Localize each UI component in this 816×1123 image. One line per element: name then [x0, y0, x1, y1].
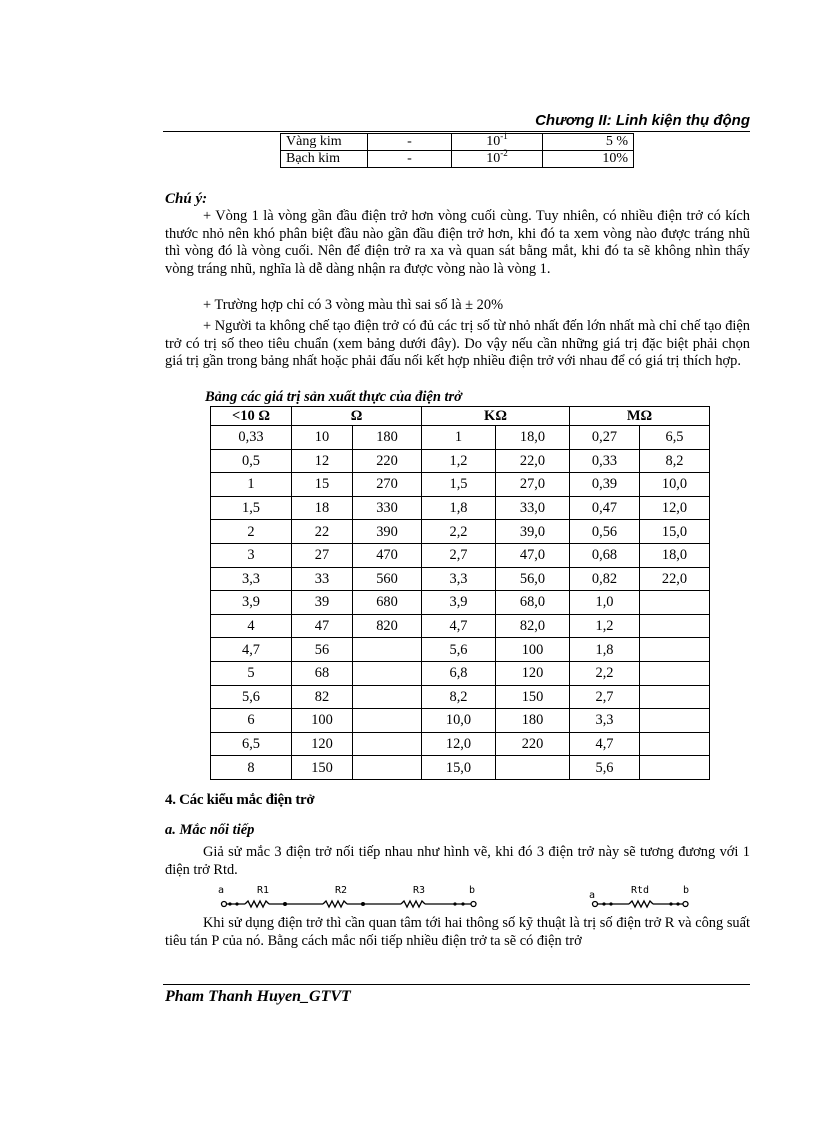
r3-label: R3	[413, 885, 426, 896]
table-cell: 18,0	[496, 426, 570, 450]
subsection-a-title: a. Mắc nối tiếp	[165, 822, 255, 838]
table-cell: 39,0	[496, 520, 570, 544]
table-cell: 33	[292, 567, 353, 591]
table-cell: 33,0	[496, 496, 570, 520]
table-cell	[353, 661, 422, 685]
table-cell: 820	[353, 614, 422, 638]
table-cell: 0,39	[570, 473, 640, 497]
table-row	[281, 151, 634, 168]
table-cell: 8,2	[422, 685, 496, 709]
table-cell: 8	[211, 756, 292, 780]
multiplier-exponent: -1	[500, 131, 508, 141]
terminal-b-label: b	[469, 885, 476, 896]
table-cell: 15,0	[640, 520, 710, 544]
table-cell	[640, 709, 710, 733]
table-row	[211, 709, 710, 733]
rtd-label: Rtd	[631, 885, 650, 896]
table-row	[211, 449, 710, 473]
resistor-r3-symbol	[401, 901, 425, 907]
tolerance-cell: 10%	[543, 151, 634, 168]
terminal-a-label: a	[218, 885, 225, 896]
equiv-terminal-b-node	[683, 902, 688, 907]
table-cell: 22	[292, 520, 353, 544]
table-cell: 2,2	[570, 661, 640, 685]
table-cell: 6	[211, 709, 292, 733]
table-row	[211, 756, 710, 780]
color-cell: Vàng kim	[281, 134, 368, 151]
series-circuit	[218, 885, 476, 907]
multiplier-cell	[452, 148, 543, 168]
table-cell	[353, 732, 422, 756]
multiplier-cell	[452, 131, 543, 151]
table-cell: 27	[292, 543, 353, 567]
table-cell: 3,3	[422, 567, 496, 591]
table-cell: 150	[292, 756, 353, 780]
table-row	[211, 473, 710, 497]
table-cell: 68	[292, 661, 353, 685]
series-circuit-diagram	[215, 884, 690, 912]
table-cell: 4	[211, 614, 292, 638]
table-cell: 2,7	[422, 543, 496, 567]
table-cell: 220	[496, 732, 570, 756]
table-cell: 6,5	[211, 732, 292, 756]
table-cell: 0,5	[211, 449, 292, 473]
table-cell: 3,3	[570, 709, 640, 733]
table-row	[211, 638, 710, 662]
resistor-r2-symbol	[323, 901, 347, 907]
table-cell	[353, 685, 422, 709]
note-paragraph-1: + Vòng 1 là vòng gần đầu điện trở hơn vòng cuối cùng. Tuy nhiên, có nhiều điện trở có kích thước nhỏ nên khó phân biệt đầu nào gần đầu điện trở hơn, khi đó ta xem vòng nào được tráng nhũ thì vòng đó là vòng cuối. Nên để điện trở ra xa và quan sát bằng mắt, khi đó ta sẽ không nhìn thấy vòng tráng nhũ, nghĩa là dễ dàng nhận ra được vòng nào là vòng 1.	[165, 208, 750, 277]
section-4-title: 4. Các kiểu mắc điện trở	[165, 792, 315, 808]
table-row	[211, 520, 710, 544]
table-cell: 560	[353, 567, 422, 591]
table-cell: 0,82	[570, 567, 640, 591]
table-cell: 3,9	[422, 591, 496, 615]
table-cell: 18	[292, 496, 353, 520]
table-cell	[640, 661, 710, 685]
multiplier-exponent: -2	[500, 148, 508, 158]
table-cell: 0,33	[211, 426, 292, 450]
note-paragraph-3: + Người ta không chế tạo điện trở có đủ các trị số từ nhỏ nhất đến lớn nhất mà chỉ chế tạo điện trở có trị số theo tiêu chuẩn (xem bảng dưới đây). Do vậy nếu cần những giá trị đặc biệt phải chọn giá trị gần trong bảng nhất hoặc phải đấu nối kết hợp nhiều điện trở với nhau để có giá trị thích hợp.	[165, 318, 750, 370]
table-cell: 330	[353, 496, 422, 520]
table-cell: 12,0	[640, 496, 710, 520]
table-cell	[640, 591, 710, 615]
col-header-sub10: <10 Ω	[211, 407, 292, 426]
table-cell: 150	[496, 685, 570, 709]
table-cell: 1,2	[570, 614, 640, 638]
r2-label: R2	[335, 885, 348, 896]
table-cell: 0,27	[570, 426, 640, 450]
table-cell: 4,7	[211, 638, 292, 662]
table-cell: 10,0	[422, 709, 496, 733]
table-cell: 12	[292, 449, 353, 473]
table-cell: 1,5	[422, 473, 496, 497]
table-cell: 2	[211, 520, 292, 544]
table-row	[211, 685, 710, 709]
table-cell: 2,7	[570, 685, 640, 709]
multiplier-base: 10	[486, 151, 501, 166]
table-cell	[496, 756, 570, 780]
col-header-kohm: KΩ	[422, 407, 570, 426]
footer-rule	[163, 984, 750, 985]
series-paragraph-1: Giả sử mắc 3 điện trở nối tiếp nhau như hình vẽ, khi đó 3 điện trở này sẽ tương đương với 1 điện trở Rtd.	[165, 844, 750, 878]
table-cell	[640, 685, 710, 709]
table-cell	[353, 756, 422, 780]
table-cell: 4,7	[422, 614, 496, 638]
table-row	[211, 661, 710, 685]
table-cell: 100	[496, 638, 570, 662]
note-paragraph-2: + Trường hợp chỉ có 3 vòng màu thì sai số là ± 20%	[203, 297, 504, 313]
table-cell	[640, 614, 710, 638]
table-cell: 100	[292, 709, 353, 733]
table-cell: 270	[353, 473, 422, 497]
multiplier-base: 10	[486, 134, 501, 149]
table-cell	[640, 756, 710, 780]
col-header-ohm: Ω	[292, 407, 422, 426]
series-paragraph-2: Khi sử dụng điện trở thì cần quan tâm tới hai thông số kỹ thuật là trị số điện trở R và công suất tiêu tán P của nó. Bằng cách mắc nối tiếp nhiều điện trở ta sẽ có điện trở	[165, 915, 750, 949]
table-cell: 1,8	[422, 496, 496, 520]
table-cell: 82	[292, 685, 353, 709]
table-cell: 390	[353, 520, 422, 544]
table-caption: Bảng các giá trị sản xuất thực của điện trở	[205, 389, 462, 405]
table-cell: 220	[353, 449, 422, 473]
tolerance-cell: 5 %	[543, 134, 634, 151]
table-row	[211, 591, 710, 615]
table-cell: 470	[353, 543, 422, 567]
terminal-a-node	[222, 902, 227, 907]
table-cell	[353, 709, 422, 733]
table-cell: 8,2	[640, 449, 710, 473]
table-row	[211, 426, 710, 450]
table-row	[211, 543, 710, 567]
header-rule	[163, 131, 750, 132]
standard-values-table	[210, 406, 710, 780]
table-cell: 10,0	[640, 473, 710, 497]
table-cell: 120	[496, 661, 570, 685]
table-cell: 0,47	[570, 496, 640, 520]
table-cell: 15,0	[422, 756, 496, 780]
equiv-terminal-b-label: b	[682, 885, 689, 896]
chapter-title: Chương II: Linh kiện thụ động	[535, 112, 750, 129]
junction-dot	[283, 902, 287, 906]
table-cell: 5,6	[570, 756, 640, 780]
table-cell: 3	[211, 543, 292, 567]
equivalent-circuit	[589, 885, 689, 907]
table-cell: 180	[353, 426, 422, 450]
color-code-table	[280, 133, 634, 168]
resistor-rtd-symbol	[629, 901, 653, 907]
table-cell: 18,0	[640, 543, 710, 567]
table-cell: 47	[292, 614, 353, 638]
table-cell: 1,8	[570, 638, 640, 662]
table-cell: 39	[292, 591, 353, 615]
r1-label: R1	[257, 885, 270, 896]
terminal-b-node	[471, 902, 476, 907]
equiv-terminal-a-node	[593, 902, 598, 907]
table-cell: 6,5	[640, 426, 710, 450]
digit-cell: -	[368, 134, 452, 151]
color-cell: Bạch kim	[281, 151, 368, 168]
table-cell: 5	[211, 661, 292, 685]
table-cell	[353, 638, 422, 662]
table-row	[211, 614, 710, 638]
table-cell: 1,2	[422, 449, 496, 473]
table-cell: 47,0	[496, 543, 570, 567]
values-table-body	[211, 426, 710, 780]
table-cell: 1	[211, 473, 292, 497]
table-cell: 120	[292, 732, 353, 756]
digit-cell: -	[368, 151, 452, 168]
table-row	[211, 732, 710, 756]
table-row	[211, 567, 710, 591]
table-cell: 0,56	[570, 520, 640, 544]
table-cell: 82,0	[496, 614, 570, 638]
table-row	[281, 134, 634, 151]
table-cell: 1,5	[211, 496, 292, 520]
table-cell: 3,3	[211, 567, 292, 591]
junction-dot	[361, 902, 365, 906]
table-cell: 68,0	[496, 591, 570, 615]
table-cell: 15	[292, 473, 353, 497]
table-cell: 6,8	[422, 661, 496, 685]
table-cell: 0,68	[570, 543, 640, 567]
note-label: Chú ý:	[165, 191, 208, 207]
equiv-terminal-a-label: a	[589, 890, 596, 901]
table-cell: 5,6	[211, 685, 292, 709]
table-header-row	[211, 407, 710, 426]
table-cell: 10	[292, 426, 353, 450]
table-cell: 56	[292, 638, 353, 662]
footer-author: Pham Thanh Huyen_GTVT	[165, 988, 351, 1005]
table-cell: 2,2	[422, 520, 496, 544]
table-cell: 680	[353, 591, 422, 615]
table-cell: 1	[422, 426, 496, 450]
table-cell: 12,0	[422, 732, 496, 756]
table-cell: 3,9	[211, 591, 292, 615]
table-cell: 56,0	[496, 567, 570, 591]
table-cell: 22,0	[496, 449, 570, 473]
table-cell: 1,0	[570, 591, 640, 615]
table-cell: 27,0	[496, 473, 570, 497]
table-cell: 180	[496, 709, 570, 733]
table-cell: 0,33	[570, 449, 640, 473]
table-cell	[640, 638, 710, 662]
table-cell: 4,7	[570, 732, 640, 756]
table-cell: 22,0	[640, 567, 710, 591]
resistor-r1-symbol	[245, 901, 269, 907]
table-cell	[640, 732, 710, 756]
table-cell: 5,6	[422, 638, 496, 662]
col-header-mohm: MΩ	[570, 407, 710, 426]
table-row	[211, 496, 710, 520]
